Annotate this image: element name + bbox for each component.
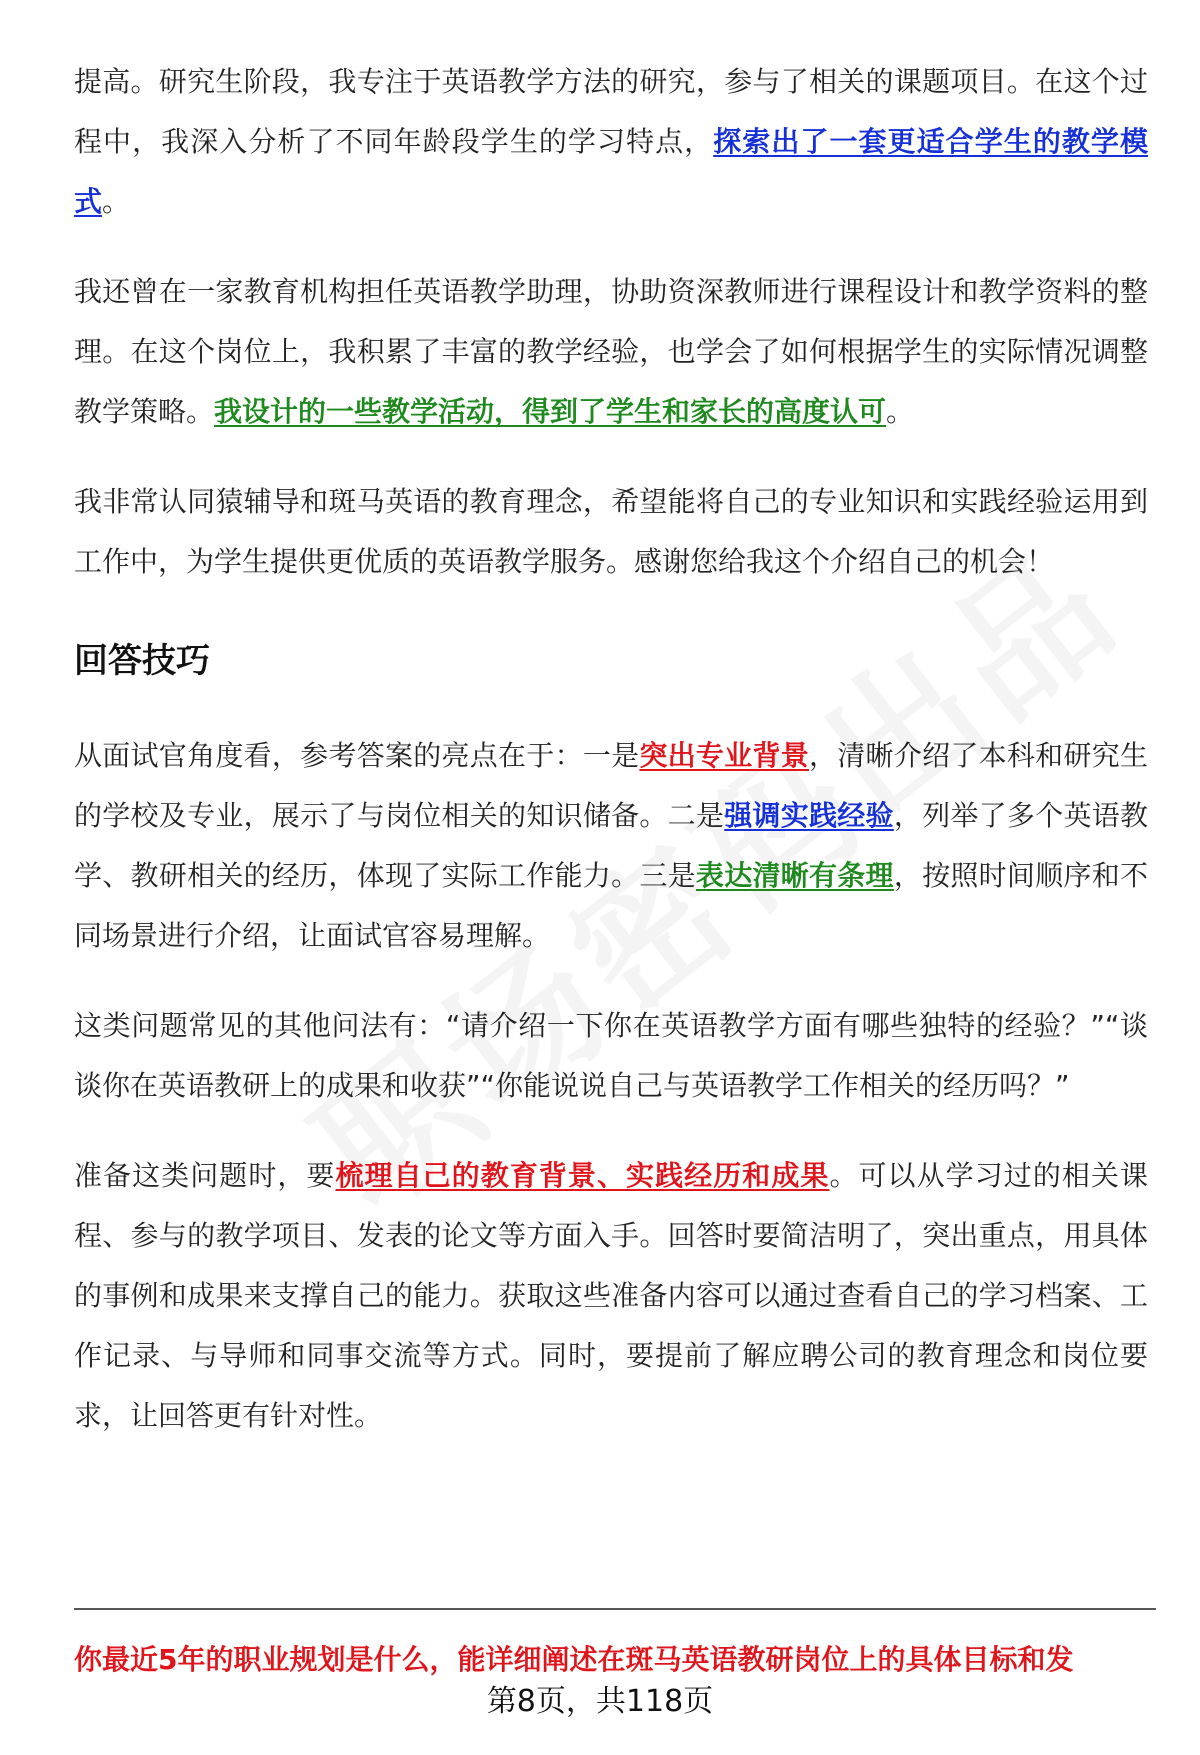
- text: 准备这类问题时，要: [74, 1159, 336, 1192]
- text: 从面试官角度看，参考答案的亮点在于：一是: [74, 739, 640, 772]
- highlight-green: 表达清晰有条理: [695, 859, 894, 892]
- text: ，按照时间顺序和不同场景进行介绍，让面试官容易理解。: [74, 859, 1148, 952]
- section-title: 回答技巧: [74, 641, 210, 681]
- text: 。: [886, 395, 915, 428]
- highlight-green: 我设计的一些教学活动，得到了学生和家长的高度认可: [214, 395, 887, 428]
- document-body: [74, 52, 1148, 1476]
- text: ，清晰介绍了本科和研究生的学校及专业，展示了与岗位相关的知识储备。二是: [74, 739, 1148, 832]
- text: ，列举了多个英语教学、教研相关的经历，体现了实际工作能力。三是: [74, 799, 1148, 892]
- highlight-red: 梳理自己的教育背景、实践经历和成果: [335, 1159, 830, 1192]
- next-question-title: 你最近5年的职业规划是什么，能详细阐述在斑马英语教研岗位上的具体目标和发: [74, 1643, 1074, 1676]
- page-footer: 第8页，共118页: [486, 1684, 714, 1719]
- text: 。: [102, 185, 131, 218]
- paragraph-5: [74, 996, 1148, 1116]
- paragraph-2: [74, 262, 1148, 442]
- highlight-red: 突出专业背景: [639, 739, 810, 772]
- text: 我还曾在一家教育机构担任英语教学助理，协助资深教师进行课程设计和教学资料的整理。在这个岗位上，我积累了丰富的教学经验，也学会了如何根据学生的实际情况调整教学策略。: [74, 275, 1148, 428]
- paragraph-6: [74, 1146, 1148, 1446]
- highlight-blue: 强调实践经验: [724, 799, 894, 832]
- paragraph-1: [74, 52, 1148, 232]
- highlight-blue: 探索出了一套更适合学生的教学模式: [74, 125, 1148, 218]
- text: 提高。研究生阶段，我专注于英语教学方法的研究，参与了相关的课题项目。在这个过程中，我深入分析了不同年龄段学生的学习特点，: [74, 65, 1148, 158]
- divider: [74, 1608, 1156, 1610]
- text: 。可以从学习过的相关课程、参与的教学项目、发表的论文等方面入手。回答时要简洁明了，突出重点，用具体的事例和成果来支撑自己的能力。获取这些准备内容可以通过查看自己的学习档案、工作记录、与导师和同事交流等方式。同时，要提前了解应聘公司的教育理念和岗位要求，让回答更有针对性。: [74, 1159, 1148, 1432]
- text: 我非常认同猿辅导和斑马英语的教育理念，希望能将自己的专业知识和实践经验运用到工作中，为学生提供更优质的英语教学服务。感谢您给我这个介绍自己的机会！: [74, 485, 1148, 578]
- paragraph-3: [74, 472, 1148, 592]
- paragraph-4: [74, 726, 1148, 966]
- text: 这类问题常见的其他问法有：“请介绍一下你在英语教学方面有哪些独特的经验？”“谈谈你在英语教研上的成果和收获”“你能说说自己与英语教学工作相关的经历吗？”: [74, 1009, 1148, 1102]
